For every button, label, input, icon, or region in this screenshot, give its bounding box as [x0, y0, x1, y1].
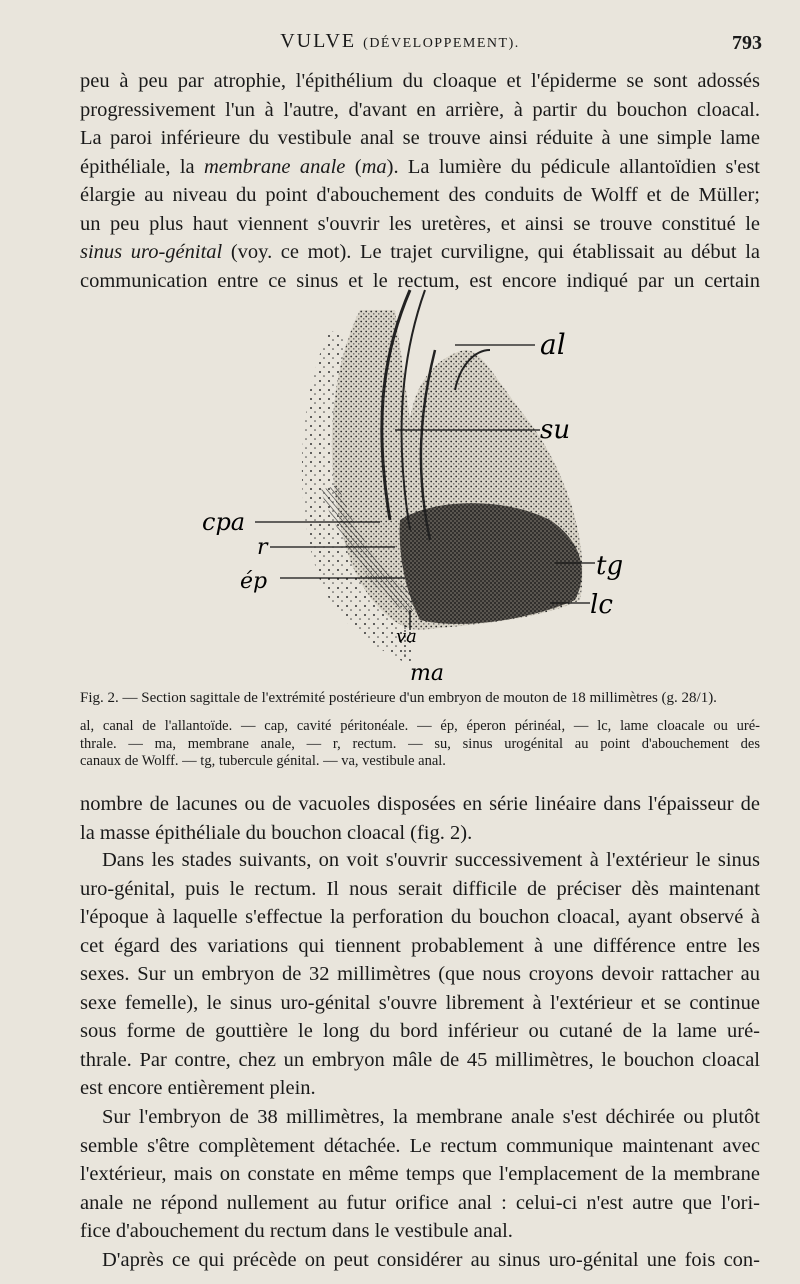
italic-term: membrane anale [203, 155, 346, 178]
text-line: Sur l'embryon de 38 millimètres, la membrane anale s'est déchirée ou plutôt [102, 1106, 760, 1128]
text-line: l'extérieur, mais on constate en même temps que l'emplacement de la membrane [80, 1163, 760, 1185]
text-line: sexe femelle), le sinus uro-génital s'ouvre librement à l'extérieur et se continue [80, 991, 760, 1014]
text-line: semble s'être complètement détachée. Le rectum communique maintenant avec [80, 1134, 760, 1157]
text-line [80, 153, 760, 182]
label-ep: ép [240, 569, 268, 594]
figure-section-illustration [202, 270, 630, 690]
legend-line: al, canal de l'allantoïde. — cap, cavité péritonéale. — ép, éperon périnéal, — lc, lame cloacale ou uré- [80, 718, 760, 734]
text-line: nombre de lacunes ou de vacuoles disposées en série linéaire dans l'épaisseur de [80, 793, 760, 815]
text-line: Dans les stades suivants, on voit s'ouvrir successivement à l'extérieur le sinus [102, 849, 760, 871]
label-su: su [540, 415, 571, 445]
text-line: progressivement l'un à l'autre, d'avant en arrière, à partir du bouchon cloacal. [80, 98, 760, 121]
text-run: ( [345, 155, 362, 178]
text-line: élargie au niveau du point d'abouchement des conduits de Wolff et de Müller; [80, 184, 760, 206]
running-head [0, 30, 800, 53]
italic-term: ma [361, 155, 387, 178]
label-ma: ma [410, 661, 444, 686]
paragraph-1 [80, 67, 760, 295]
text-line: anale ne répond nullement au futur orifice anal : celui-ci n'est autre que l'ori- [80, 1191, 760, 1214]
label-va: va [396, 626, 417, 647]
figure-legend [80, 718, 760, 771]
text-run: épithéliale, la [80, 155, 204, 178]
running-head-title: VULVE [280, 30, 357, 52]
label-tg: tg [596, 551, 624, 581]
text-line: sous forme de gouttière le long du bord inférieur ou cutané de la lame uré- [80, 1020, 760, 1042]
page-number: 793 [732, 32, 762, 54]
page-header [0, 30, 800, 60]
text-line: communication entre ce sinus et le rectum, est encore indiqué par un certain [80, 269, 760, 292]
text-line: est encore entièrement plein. [80, 1077, 316, 1099]
text-line: D'après ce qui précède on peut considérer au sinus uro-génital une fois con- [102, 1249, 760, 1271]
text-line: sexes. Sur un embryon de 32 millimètres (que nous croyons devoir rattacher au [80, 963, 760, 985]
text-line: uro-génital, puis le rectum. Il nous serait difficile de préciser dès maintenant [80, 877, 760, 900]
label-cpa: cpa [202, 508, 246, 536]
paragraph-5 [80, 1246, 760, 1275]
text-line: fice d'abouchement du rectum dans le vestibule anal. [80, 1220, 513, 1242]
embryo-section-drawing [202, 270, 630, 690]
paragraph-2 [80, 790, 760, 847]
text-run: (voy. ce mot). Le trajet curviligne, qui établissait au début la [222, 241, 760, 263]
text-line: la masse épithéliale du bouchon cloacal (fig. 2). [80, 821, 473, 844]
text-line: l'époque à laquelle s'effectue la perforation du bouchon cloacal, ayant observé à [80, 906, 760, 928]
text-line: un peu plus haut viennent s'ouvrir les uretères, et ainsi se trouve constitué le [80, 212, 760, 235]
text-line: La paroi inférieure du vestibule anal se trouve ainsi réduite à une simple lame [80, 127, 760, 149]
text-line: thrale. Par contre, chez un embryon mâle de 45 millimètres, le bouchon cloacal [80, 1048, 760, 1071]
running-head-subtitle: (DÉVELOPPEMENT). [363, 36, 520, 51]
text-run: ). La lumière du pédicule allantoïdien s'est [386, 155, 760, 178]
italic-term: sinus uro-génital [80, 241, 223, 263]
label-r: r [257, 535, 268, 560]
label-al: al [540, 328, 566, 361]
text-line: cet égard des variations qui tiennent probablement à une différence entre les [80, 934, 760, 957]
legend-line: canaux de Wolff. — tg, tubercule génital. — va, vestibule anal. [80, 753, 446, 769]
figure-caption: Fig. 2. — Section sagittale de l'extrémité postérieure d'un embryon de mouton de 18 millimètres (g. 28/1). [80, 690, 717, 706]
label-lc: lc [590, 590, 613, 620]
text-line: peu à peu par atrophie, l'épithélium du cloaque et l'épiderme se sont adossés [80, 70, 760, 92]
legend-line: thrale. — ma, membrane anale, — r, rectum. — su, sinus urogénital au point d'abouchement des [80, 735, 760, 752]
paragraph-4 [80, 1103, 760, 1246]
text-line [80, 238, 760, 267]
paragraph-3 [80, 846, 760, 1103]
